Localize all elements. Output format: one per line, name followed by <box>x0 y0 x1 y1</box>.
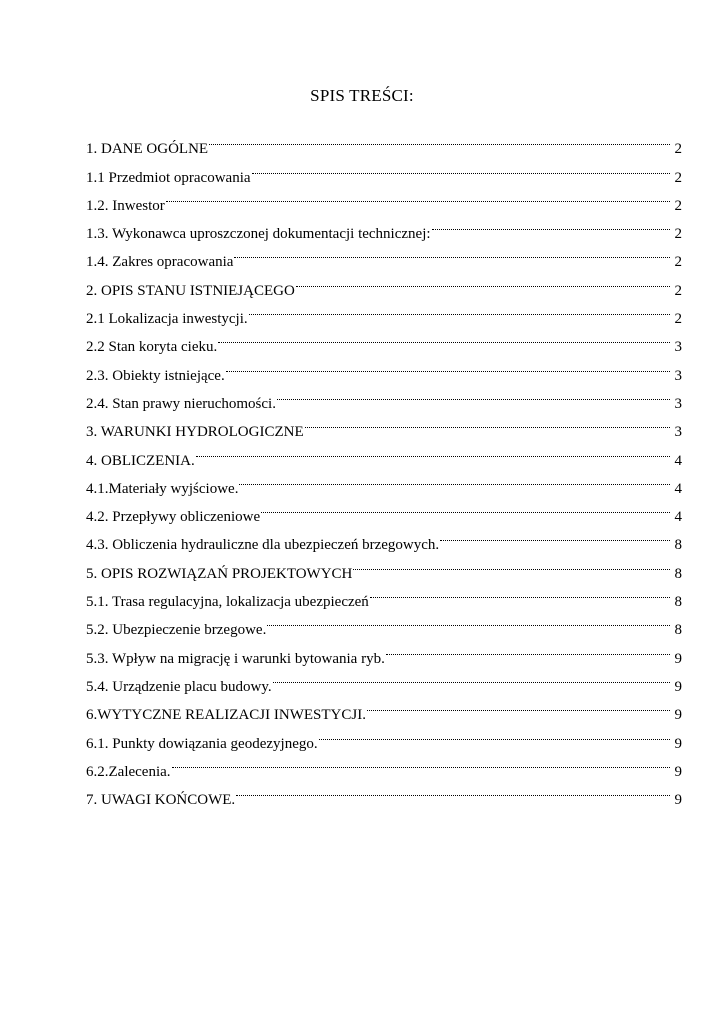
toc-entry-label: 1. DANE OGÓLNE <box>86 141 209 158</box>
toc-entry-label: 5.1. Trasa regulacyjna, lokalizacja ubezpieczeń <box>86 594 369 611</box>
toc-dot-leader <box>252 153 670 181</box>
toc-entry-page-number: 2 <box>674 282 682 299</box>
toc-entry <box>86 210 682 243</box>
toc-entry-label: 6.2.Zalecenia. <box>86 763 171 780</box>
toc-entry-page-number: 3 <box>674 395 682 412</box>
toc-dot-leader <box>273 663 670 691</box>
toc-dot-leader <box>261 493 670 521</box>
toc-entry-label: 1.4. Zakres opracowania <box>86 254 234 271</box>
toc-dot-leader <box>353 549 670 577</box>
toc-entry-label: 4.1.Materiały wyjściowe. <box>86 480 239 497</box>
toc-entry-page-number: 2 <box>674 169 682 186</box>
toc-title: SPIS TREŚCI: <box>310 86 414 105</box>
toc-dot-leader <box>267 606 670 634</box>
toc-entry-label: 2.4. Stan prawy nieruchomości. <box>86 395 276 412</box>
toc-entry <box>86 182 682 214</box>
toc-dot-leader <box>249 295 670 323</box>
toc-entry-label: 6.WYTYCZNE REALIZACJI INWESTYCJI. <box>86 707 366 724</box>
toc-entry-page-number: 9 <box>674 763 682 780</box>
toc-entry-label: 1.1 Przedmiot opracowania <box>86 169 251 186</box>
toc-entry-label: 2. OPIS STANU ISTNIEJĄCEGO <box>86 282 295 299</box>
toc-entry <box>86 748 682 780</box>
toc-entry-label: 2.2 Stan koryta cieku. <box>86 339 218 356</box>
toc-entry-page-number: 2 <box>674 311 682 328</box>
toc-entry <box>86 776 682 809</box>
toc-dot-leader <box>166 182 670 210</box>
toc-dot-leader <box>277 380 670 408</box>
toc-entry-page-number: 8 <box>674 537 682 554</box>
toc-entry-page-number: 3 <box>674 367 682 384</box>
toc-entry-page-number: 3 <box>674 424 682 441</box>
toc-dot-leader <box>234 238 670 266</box>
toc-dot-leader <box>440 521 670 549</box>
toc-entry-label: 4. OBLICZENIA. <box>86 452 195 469</box>
toc-entry-page-number: 8 <box>674 594 682 611</box>
toc-dot-leader <box>367 691 670 719</box>
toc-entry-label: 5.4. Urządzenie placu budowy. <box>86 678 272 695</box>
toc-entry-label: 1.3. Wykonawca uproszczonej dokumentacji technicznej: <box>86 226 431 243</box>
toc-dot-leader <box>370 578 670 606</box>
toc-entry-page-number: 4 <box>674 452 682 469</box>
toc-dot-leader <box>236 776 670 804</box>
toc-entry-label: 3. WARUNKI HYDROLOGICZNE <box>86 424 304 441</box>
toc-entry-page-number: 2 <box>674 226 682 243</box>
toc-dot-leader <box>319 719 670 747</box>
toc-entry-page-number: 3 <box>674 339 682 356</box>
toc-entry-page-number: 9 <box>674 678 682 695</box>
toc-entry-page-number: 9 <box>674 650 682 667</box>
toc-entry-label: 5. OPIS ROZWIĄZAŃ PROJEKTOWYCH <box>86 565 353 582</box>
toc-entry-label: 4.2. Przepływy obliczeniowe <box>86 509 261 526</box>
toc-entry-label: 5.2. Ubezpieczenie brzegowe. <box>86 622 267 639</box>
toc-dot-leader <box>305 408 670 436</box>
toc-entry-page-number: 9 <box>674 792 682 809</box>
toc-entry-page-number: 2 <box>674 141 682 158</box>
toc-entry-page-number: 2 <box>674 254 682 271</box>
toc-dot-leader <box>209 125 670 153</box>
toc-dot-leader <box>218 323 670 351</box>
toc-entry-page-number: 9 <box>674 707 682 724</box>
toc-dot-leader <box>172 748 670 776</box>
toc-entry-label: 7. UWAGI KOŃCOWE. <box>86 792 236 809</box>
toc-dot-leader <box>432 210 670 238</box>
toc-entry-label: 5.3. Wpływ na migrację i warunki bytowania ryb. <box>86 650 385 667</box>
toc-dot-leader <box>196 436 670 464</box>
toc-dot-leader <box>296 266 670 294</box>
toc-entry-label: 2.1 Lokalizacja inwestycji. <box>86 311 248 328</box>
toc-entry-page-number: 8 <box>674 622 682 639</box>
toc-entry <box>86 125 682 158</box>
toc-entry-label: 4.3. Obliczenia hydrauliczne dla ubezpieczeń brzegowych. <box>86 537 440 554</box>
toc-dot-leader <box>239 465 670 493</box>
toc-entry-label: 2.3. Obiekty istniejące. <box>86 367 225 384</box>
table-of-contents <box>86 125 682 809</box>
toc-entry-page-number: 4 <box>674 509 682 526</box>
toc-entry-label: 6.1. Punkty dowiązania geodezyjnego. <box>86 735 318 752</box>
toc-dot-leader <box>226 351 670 379</box>
toc-dot-leader <box>386 634 670 662</box>
toc-entry-page-number: 2 <box>674 197 682 214</box>
toc-entry-page-number: 8 <box>674 565 682 582</box>
toc-entry-page-number: 4 <box>674 480 682 497</box>
toc-entry-label: 1.2. Inwestor <box>86 197 165 214</box>
toc-entry-page-number: 9 <box>674 735 682 752</box>
